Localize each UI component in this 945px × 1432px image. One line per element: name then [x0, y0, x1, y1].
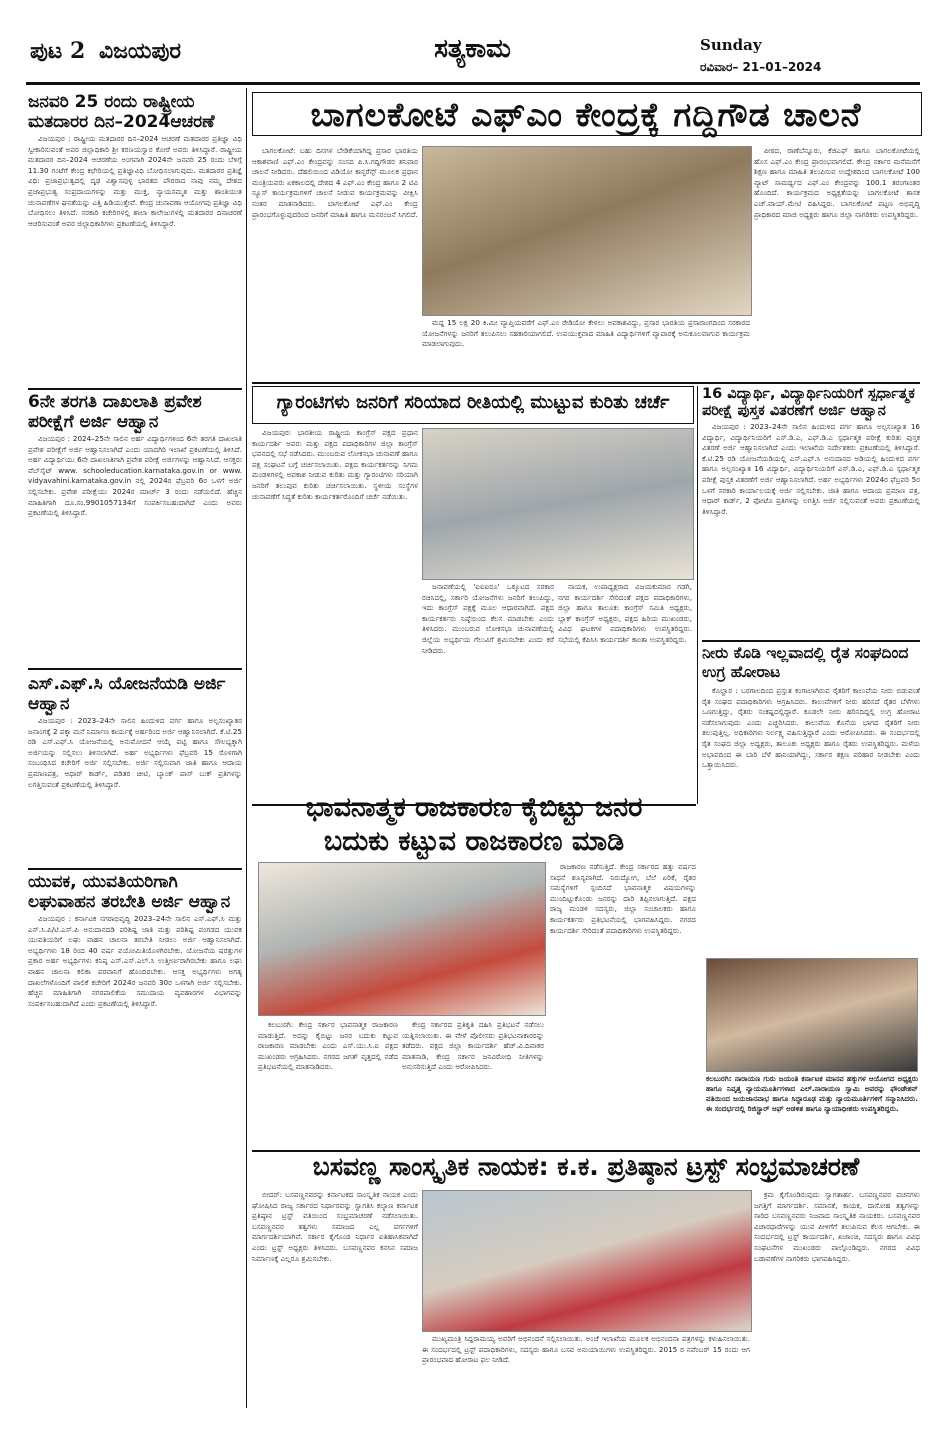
page-label: ಪುಟ 2 ವಿಜಯಪುರ [30, 38, 182, 64]
basavanna-headline: ಬಸವಣ್ಣ ಸಾಂಸ್ಕೃತಿಕ ನಾಯಕ: ಕ.ಕ. ಪ್ರತಿಷ್ಠಾನ ಟ್ರಸ್ಟ್ ಸಂಭ್ರಮಾಚರಣೆ [312, 1152, 860, 1181]
youth-training-body: ವಿಜಯಪುರ : ಕರ್ನಾಟಕ ನಗರಾಭಿವೃದ್ಧಿ 2023–24ನೇ ಸಾಲಿನ ಎಸ್.ಎಫ್.ಸಿ ಮತ್ತು ಎಸ್.ಸಿ.ಪಿ/ಟಿ.ಎಸ್.ಪಿ ಅನುದಾನದಡಿ ಪರಿಶಿಷ್ಟ ಜಾತಿ ಮತ್ತು ಪರಿಶಿಷ್ಟ ಪಂಗಡದ ಯುವಕ ಯುವತಿಯರಿಗೆ ಲಘು ವಾಹನ ಚಾಲನಾ ತರಬೇತಿ ನೀಡಲು ಅರ್ಜಿ ಆಹ್ವಾನಿಸಲಾಗಿದೆ. ಅಭ್ಯರ್ಥಿಗಳು 18 ರಿಂದ 40 ವರ್ಷ ವಯೋಮಿತಿಯೊಳಗಿರಬೇಕು. ಯೋಜನೆಯ ಷರತ್ತುಗಳ ಪ್ರಕಾರ ಅರ್ಹ ಅಭ್ಯರ್ಥಿಗಳು ಕನಿಷ್ಠ ಎಸ್.ಎಸ್.ಎಲ್.ಸಿ ಉತ್ತೀರ್ಣರಾಗಿರಬೇಕು ಹಾಗೂ ಲಘು ವಾಹನ ಚಾಲನಾ ಕಲಿಕಾ ಪರವಾನಿಗೆ ಹೊಂದಿರಬೇಕು. ಆಸಕ್ತ ಅಭ್ಯರ್ಥಿಗಳು ಅಗತ್ಯ ದಾಖಲೆಗಳೊಂದಿಗೆ ಪಾಲಿಕೆ ಕಚೇರಿಗೆ 2024ರ ಜನವರಿ 30ರ ಒಳಗಾಗಿ ಅರ್ಜಿ ಸಲ್ಲಿಸಬೇಕು. ಹೆಚ್ಚಿನ ಮಾಹಿತಿಗಾಗಿ ನಗರಪಾಲಿಕೆಯ ಸಮುದಾಯ ವ್ಯವಹಾರಗಳ ವಿಭಾಗವನ್ನು ಸಂಪರ್ಕಿಸಬಹುದಾಗಿದೆ ಎಂದು ಪ್ರಕಟಣೆಯಲ್ಲಿ ತಿಳಿಸಿದ್ದಾರೆ. [28, 914, 242, 1008]
guarantee-body-left: ವಿಜಯಪುರ: ಭಾರತೀಯ ರಾಷ್ಟ್ರೀಯ ಕಾಂಗ್ರೆಸ್ ಪಕ್ಷದ ಪ್ರಧಾನ ಕಾರ್ಯದರ್ಶಿ ಅವರು ಮತ್ತು ಪಕ್ಷದ ಪದಾಧಿಕಾರಿಗಳ ಜಿಲ್ಲಾ ಕಾಂಗ್ರೆಸ್ ಭವನದಲ್ಲಿ ಸಭೆ ನಡೆಸಿದರು. ಮುಂಬರುವ ಲೋಕಸಭಾ ಚುನಾವಣೆ ಹಾಗೂ ಪಕ್ಷ ಸಂಘಟನೆ ಬಗ್ಗೆ ಚರ್ಚಿಸಲಾಯಿತು. ಪಕ್ಷದ ಕಾರ್ಯಕರ್ತರನ್ನು ನಿಗಮ ಮಂಡಳಿಗಳಲ್ಲಿ ಅವಕಾಶ ನೀಡುವ ಕುರಿತು ಮತ್ತು ಗ್ಯಾರಂಟಿಗಳು ಸರಿಯಾಗಿ ಜನರಿಗೆ ತಲುಪುವ ಕುರಿತು ಚರ್ಚಿಸಲಾಯಿತು. ಸ್ಥಳೀಯ ಸಂಸ್ಥೆಗಳ ಚುನಾವಣೆಗೆ ಸಿದ್ಧತೆ ಕುರಿತು ಕಾರ್ಯಕರ್ತರೊಂದಿಗೆ ಚರ್ಚೆ ನಡೆಯಿತು. [252, 428, 418, 501]
youth-training-headline: ಯುವಕ, ಯುವತಿಯರಿಗಾಗಿ ಲಘುವಾಹನ ತರಬೇತಿ ಅರ್ಜಿ ಆಹ್ವಾನ [28, 872, 231, 913]
basavanna-body-mid: ಮುಖ್ಯಮಂತ್ರಿ ಸಿದ್ದರಾಮಯ್ಯ ಅವರಿಗೆ ಅಭಿನಂದನೆ ಸಲ್ಲಿಸಲಾಯಿತು. ಅಂಚೆ ಇಲಾಖೆಯ ಮೂಲಕ ಅಭಿನಂದನಾ ಪತ್ರಗಳನ್ನು ಕಳುಹಿಸಲಾಯಿತು. ಈ ಸಂದರ್ಭದಲ್ಲಿ ಟ್ರಸ್ಟ್ ಪದಾಧಿಕಾರಿಗಳು, ಸದಸ್ಯರು ಹಾಗೂ ಬಸವ ಅನುಯಾಯಿಗಳು ಉಪಸ್ಥಿತರಿದ್ದರು. 2015 ರ ನವೆಂಬರ್ 15 ರಂದು ಆಗ ಪ್ರಾರಂಭವಾದ ಹೋರಾಟ ಫಲ ನೀಡಿದೆ. [422, 1334, 750, 1365]
fm-body-left: ಬಾಗಲಕೋಟೆ: ಬಹು ದಿನಗಳ ಬೇಡಿಕೆಯಾಗಿದ್ದ ಪ್ರಸಾರ ಭಾರತಿಯ ಆಕಾಶವಾಣಿ ಎಫ್.ಎಂ ಕೇಂದ್ರವನ್ನು ಸಂಸದ ಪಿ.ಸಿ.ಗದ್ದಿಗೌಡರ ಶನಿವಾರ ಚಾಲನೆ ನೀಡಿದರು. ದೆಹಲಿಯಿಂದ ವಿಡಿಯೋ ಕಾನ್ಫರೆನ್ಸ್ ಮೂಲಕ ಪ್ರಧಾನ ಮಂತ್ರಿಯವರು ಏಕಕಾಲದಲ್ಲಿ ದೇಶದ 4 ಎಫ್.ಎಂ ಕೇಂದ್ರ ಹಾಗೂ 2 ಟಿವಿ ನ್ಯೂಸ್ ಕಾರ್ಯಕ್ರಮಗಳಿಗೆ ಚಾಲನೆ ನೀಡುವ ಕಾರ್ಯಕ್ರಮವನ್ನು ವೀಕ್ಷಿಸಿ ನಂತರ ಮಾತನಾಡಿದರು. ಬಾಗಲಕೋಟೆ ಎಫ್.ಎಂ ಕೇಂದ್ರ ಪ್ರಾರಂಭಗೊಳ್ಳುವುದರಿಂದ ಜನರಿಗೆ ಮಾಹಿತಿ ಹಾಗೂ ಮನರಂಜನೆ ಸಿಗಲಿದೆ. [252, 146, 418, 219]
scsp-headline: ಎಸ್.ಎಫ್.ಸಿ ಯೋಜನೆಯಡಿ ಅರ್ಜಿ ಆಹ್ವಾನ [28, 674, 226, 715]
column-divider [246, 88, 247, 1408]
day-english: Sunday [700, 36, 762, 54]
farmers-body: ಕೊಲ್ಹಾರ : ಬರಗಾಲದಿಂದ ಪ್ರಸ್ತುತ ಕಂಗಾಲಾಗಿರುವ ರೈತರಿಗೆ ಕಾಲುವೆಯ ನೀರು ಬಿಡುವಂತೆ ರೈತ ಸಂಘದ ಪದಾಧಿಕಾರಿಗಳು ಆಗ್ರಹಿಸಿದರು. ಕಾಲುವೆಗಳಿಗೆ ನೀರು ಹರಿಸದೆ ರೈತರ ಬೆಳೆಗಳು ಒಣಗುತ್ತಿದ್ದು, ರೈತರು ಸಂಕಷ್ಟದಲ್ಲಿದ್ದಾರೆ. ಕೂಡಲೇ ನೀರು ಹರಿಸದಿದ್ದಲ್ಲಿ ಉಗ್ರ ಹೋರಾಟ ನಡೆಸಲಾಗುವುದು ಎಂದು ಎಚ್ಚರಿಸಿದರು. ಕಾಲುವೆಯ ಕೊನೆಯ ಭಾಗದ ರೈತರಿಗೆ ನೀರು ತಲುಪುತ್ತಿಲ್ಲ. ಅಧಿಕಾರಿಗಳು ನಿರ್ಲಕ್ಷ್ಯ ವಹಿಸುತ್ತಿದ್ದಾರೆ ಎಂದು ಆರೋಪಿಸಿದರು. ಈ ಸಂದರ್ಭದಲ್ಲಿ ರೈತ ಸಂಘದ ಜಿಲ್ಲಾ ಅಧ್ಯಕ್ಷರು, ತಾಲೂಕು ಅಧ್ಯಕ್ಷರು ಹಾಗೂ ರೈತರು ಉಪಸ್ಥಿತರಿದ್ದರು. ಮಳೆಯ ಅಭಾವದಿಂದ ಈ ಬಾರಿ ಬೆಳೆ ಹಾನಿಯಾಗಿದ್ದು, ಸರ್ಕಾರ ತಕ್ಷಣ ಪರಿಹಾರ ನೀಡಬೇಕು ಎಂದು ಒತ್ತಾಯಿಸಿದರು. [702, 686, 920, 770]
basavanna-body-left: ಬೀದರ್: ಬಸವಣ್ಣನವರನ್ನು ಕರ್ನಾಟಕದ ಸಾಂಸ್ಕೃತಿಕ ನಾಯಕ ಎಂದು ಘೋಷಿಸಿದ ರಾಜ್ಯ ಸರ್ಕಾರದ ನಿರ್ಧಾರವನ್ನು ಸ್ವಾಗತಿಸಿ ಕಲ್ಯಾಣ ಕರ್ನಾಟಕ ಪ್ರತಿಷ್ಠಾನ ಟ್ರಸ್ಟ್ ವತಿಯಿಂದ ಸಂಭ್ರಮಾಚರಣೆ ನಡೆಸಲಾಯಿತು. ಬಸವಣ್ಣನವರ ತತ್ವಗಳು ಸಮಾಜದ ಎಲ್ಲ ವರ್ಗಗಳಿಗೆ ಮಾರ್ಗದರ್ಶಿಯಾಗಿವೆ. ಸರ್ಕಾರ ಕೈಗೊಂಡ ನಿರ್ಧಾರ ಐತಿಹಾಸಿಕವಾಗಿದೆ ಎಂದು ಟ್ರಸ್ಟ್ ಅಧ್ಯಕ್ಷರು ತಿಳಿಸಿದರು. ಬಸವಣ್ಣನವರ ಕನಸಿನ ಸಮಾಜ ನಿರ್ಮಾಣಕ್ಕೆ ಎಲ್ಲರೂ ಶ್ರಮಿಸಬೇಕು. [252, 1190, 418, 1263]
fm-headline: ಬಾಗಲಕೋಟೆ ಎಫ್ಎಂ ಕೇಂದ್ರಕ್ಕೆ ಗದ್ದಿಗೌಡ ಚಾಲನೆ [310, 95, 862, 134]
divider [252, 382, 920, 384]
farmers-headline: ನೀರು ಕೊಡಿ ಇಲ್ಲವಾದಲ್ಲಿ ರೈತ ಸಂಘದಿಂದ ಉಗ್ರ ಹೋರಾಟ [702, 644, 909, 681]
basavanna-event-photo [422, 1190, 752, 1332]
guarantee-headline: ಗ್ಯಾರಂಟಿಗಳು ಜನರಿಗೆ ಸರಿಯಾದ ರೀತಿಯಲ್ಲಿ ಮುಟ್ಟುವ ಕುರಿತು ಚರ್ಚೆ [276, 392, 670, 413]
scsp-body: ವಿಜಯಪುರ : 2023–24ನೇ ಸಾಲಿನ ಹಿಂದುಳಿದ ವರ್ಗ ಹಾಗೂ ಅಲ್ಪಸಂಖ್ಯಾತರ ಜನಾಂಗಕ್ಕೆ 2 ಪಕ್ಕಾ ಮನೆ ನಿರ್ಮಾಣ ಕಾರ್ಯಕ್ಕೆ ಅರ್ಹರಿಂದ ಅರ್ಜಿ ಆಹ್ವಾನಿಸಲಾಗಿದೆ. ಕೆ.ಟಿ.25 ರಡಿ ಎಸ್.ಎಫ್.ಸಿ ಯೋಜನೆಯಲ್ಲಿ ಅನುಮೋದನೆ ಆಯ್ಕೆ ಪಟ್ಟಿ ಹಾಗೂ ಸೌಲಭ್ಯಕ್ಕಾಗಿ ಅರ್ಜಿಯನ್ನು ಸಲ್ಲಿಸಲು ತಿಳಿಸಲಾಗಿದೆ. ಅರ್ಹ ಅಭ್ಯರ್ಥಿಗಳು ಫೆಬ್ರವರಿ 15 ರೊಳಗಾಗಿ ಸಂಬಂಧಿಸಿದ ಕಚೇರಿಗೆ ಅರ್ಜಿ ಸಲ್ಲಿಸಬೇಕು. ಅರ್ಜಿ ಸಲ್ಲಿಸುವಾಗ ಜಾತಿ ಹಾಗೂ ಆದಾಯ ಪ್ರಮಾಣಪತ್ರ, ಆಧಾರ್ ಕಾರ್ಡ್, ಪಡಿತರ ಚೀಟಿ, ಬ್ಯಾಂಕ್ ಪಾಸ್ ಬುಕ್ ಪ್ರತಿಗಳನ್ನು ಲಗತ್ತಿಸುವಂತೆ ಪ್ರಕಟಣೆಯಲ್ಲಿ ತಿಳಿಸಿದ್ದಾರೆ. [28, 716, 242, 789]
politics-headline-1: ಭಾವನಾತ್ಮಕ ರಾಜಕಾರಣ ಕೈಬಿಟ್ಟು ಜನರ [305, 792, 643, 823]
divider [28, 388, 242, 390]
politics-body-right: ರಾಜಕಾರಣ ನಡೆಸುತ್ತಿದೆ. ಕೇಂದ್ರ ಸರ್ಕಾರದ ಹತ್ತು ವರ್ಷದ ಸಾಧನೆ ಶೂನ್ಯವಾಗಿದೆ. ನಿರುದ್ಯೋಗ, ಬೆಲೆ ಏರಿಕೆ, ರೈತರ ಸಮಸ್ಯೆಗಳಿಗೆ ಸ್ಪಂದಿಸದೆ ಭಾವನಾತ್ಮಕ ವಿಷಯಗಳನ್ನು ಮುಂದಿಟ್ಟುಕೊಂಡು ಜನರನ್ನು ದಾರಿ ತಪ್ಪಿಸಲಾಗುತ್ತಿದೆ. ಪಕ್ಷದ ರಾಜ್ಯ ಮಂಡಳಿ ಸದಸ್ಯರು, ಜಿಲ್ಲಾ ಸಂಚಾಲಕರು ಹಾಗೂ ಕಾರ್ಯಕರ್ತರು ಪ್ರತಿಭಟನೆಯಲ್ಲಿ ಭಾಗವಹಿಸಿದ್ದರು. ನಗರದ ಕಾರ್ಯದರ್ಶಿ ಸೇರಿದಂತೆ ಪದಾಧಿಕಾರಿಗಳು ಉಪಸ್ಥಿತರಿದ್ದರು. [550, 862, 696, 935]
divider [28, 868, 242, 870]
divider [28, 668, 242, 670]
entrance-headline: 16 ವಿದ್ಯಾರ್ಥಿ, ವಿದ್ಯಾರ್ಥಿನಿಯರಿಗೆ ಸ್ಪರ್ಧಾತ್ಮಕ ಪರೀಕ್ಷೆ ಪುಸ್ತಕ ವಿತರಣೆಗೆ ಅರ್ಜಿ ಆಹ್ವಾನ [702, 386, 915, 420]
politics-body-left: ಕಲಬುರಗಿ: ಕೇಂದ್ರ ಸರ್ಕಾರ ಭಾವನಾತ್ಮಕ ರಾಜಕಾರಣ ಮಾಡುತ್ತಿದೆ. ಅದನ್ನು ಕೈಬಿಟ್ಟು ಜನರ ಬದುಕು ಕಟ್ಟುವ ರಾಜಕಾರಣ ಮಾಡಬೇಕು ಎಂದು ಎಸ್.ಯು.ಸಿ.ಐ ಪಕ್ಷದ ಮುಖಂಡರು ಆಗ್ರಹಿಸಿದರು. ನಗರದ ಜಗತ್ ವೃತ್ತದಲ್ಲಿ ನಡೆದ ಪ್ರತಿಭಟನೆಯಲ್ಲಿ ಮಾತನಾಡಿದರು. [258, 1020, 398, 1072]
page-number: 2 [69, 38, 86, 64]
fm-body-right: ಪೀಠದ, ರಾಣೆಬೆನ್ನೂರು, ಕೆಜಿಎಫ್ ಹಾಗೂ ಬಾಗಲಕೋಟೆಯಲ್ಲಿ ಹೊಸ ಎಫ್.ಎಂ ಕೇಂದ್ರ ಪ್ರಾರಂಭವಾಗಲಿದೆ. ಕೇಂದ್ರ ಸರ್ಕಾರ ಮನೆಮನೆಗೆ ಶಿಕ್ಷಣ ಹಾಗೂ ಮಾಹಿತಿ ತಲುಪಿಸುವ ಉದ್ದೇಶದಿಂದ ಬಾಗಲಕೋಟೆ 100 ವ್ಯಾಟ್ ಸಾಮರ್ಥ್ಯದ ಎಫ್.ಎಂ ಕೇಂದ್ರವನ್ನು 100.1 ತರಂಗಾಂತರ ಹೊಂದಿದೆ. ಕಾರ್ಯಕ್ರಮದ ಅಧ್ಯಕ್ಷತೆಯನ್ನು ಬಾಗಲಕೋಟೆ ಶಾಸಕ ಎಚ್.ವಾಯ್.ಮೇಟಿ ವಹಿಸಿದ್ದರು. ಬಾಗಲಕೋಟೆ ಪಟ್ಟಣ ಅಭಿವೃದ್ಧಿ ಪ್ರಾಧಿಕಾರದ ಮಾಜಿ ಅಧ್ಯಕ್ಷರು ಹಾಗೂ ಜಿಲ್ಲಾ ನಾಗರಿಕರು ಉಪಸ್ಥಿತರಿದ್ದರು. [754, 146, 920, 219]
edition-name: ವಿಜಯಪುರ [98, 39, 182, 64]
basavanna-body-right: ಕ್ರಮ ಕೈಗೊಂಡಿರುವುದು ಸ್ವಾಗತಾರ್ಹ. ಬಸವಣ್ಣನವರ ವಚನಗಳು ಜಗತ್ತಿಗೆ ಮಾರ್ಗದರ್ಶಿ. ಸಮಾನತೆ, ಕಾಯಕ, ದಾಸೋಹ ತತ್ವಗಳನ್ನು ಸಾರಿದ ಬಸವಣ್ಣನವರು ನಿಜವಾದ ಸಾಂಸ್ಕೃತಿಕ ನಾಯಕರು. ಬಸವಣ್ಣನವರ ವಿಚಾರಧಾರೆಗಳನ್ನು ಯುವ ಪೀಳಿಗೆಗೆ ತಲುಪಿಸುವ ಕೆಲಸ ಆಗಬೇಕು. ಈ ಸಂದರ್ಭದಲ್ಲಿ ಟ್ರಸ್ಟ್ ಕಾರ್ಯದರ್ಶಿ, ಖಜಾಂಚಿ, ಸದಸ್ಯರು ಹಾಗೂ ವಿವಿಧ ಸಂಘಟನೆಗಳ ಮುಖಂಡರು ಪಾಲ್ಗೊಂಡಿದ್ದರು. ನಗರದ ವಿವಿಧ ಬಡಾವಣೆಗಳ ನಾಗರಿಕರು ಭಾಗವಹಿಸಿದ್ದರು. [754, 1190, 920, 1263]
masthead-rule [26, 82, 920, 85]
guarantee-body-mid: ಜನಾವಣೆಯಲ್ಲಿ 'ಐಐಐರೂ' ಒಕ್ಕೂಟದ ಸರಕಾರ ರಚಿಸಿದಲ್ಲಿ, ಸರ್ಕಾರಿ ಯೋಜನೆಗಳು ಜನರಿಗೆ ತಲುಪಿದ್ದು, ಇದು ಕಾಂಗ್ರೆಸ್ ಪಕ್ಷಕ್ಕೆ ಮೂಲ ಆಧಾರವಾಗಿದೆ. ಪಕ್ಷದ ಕಾರ್ಯಕರ್ತರು ನಿಷ್ಠೆಯಿಂದ ಕೆಲಸ ಮಾಡಬೇಕು ಎಂದು ತಿಳಿಸಿದರು. ಮುಂಬರುವ ಲೋಕಸಭಾ ಚುನಾವಣೆಯಲ್ಲಿ ಜಿಲ್ಲೆಯ ಅಭ್ಯರ್ಥಿಯ ಗೆಲುವಿಗೆ ಶ್ರಮಿಸಬೇಕು ಎಂದು ಕರೆ ನೀಡಿದರು. [422, 582, 554, 655]
fm-body-mid: ಮದ್ದ 15 ಲಕ್ಷ 20 ಕಿ.ಮೀ ವ್ಯಾಪ್ತಿಯವರೆಗೆ ಎಫ್.ಎಂ ರೇಡಿಯೋ ಕೇಳಲು ಅವಕಾಶವಿದ್ದು, ಪ್ರಸಾರ ಭಾರತಿಯ ಪ್ರಸಾರಾಂಗದಿಂದ ಸರಕಾರದ ಯೋಜನೆಗಳನ್ನು ಜನರಿಗೆ ತಲುಪಿಸಲು ಸಹಕಾರಿಯಾಗಲಿದೆ. ಉಪಯುಕ್ತವಾದ ಮಾಹಿತಿ ವಿದ್ಯಾರ್ಥಿಗಳಿಗೆ ವ್ಯಾಪಾರಕ್ಕೆ ಅನುಕೂಲವಾಗುವ ಕಾರ್ಯಕ್ರಮ ಮಾಡಲಾಗುವುದು. [422, 318, 750, 349]
guarantee-body-right: ನಾಯಕ, ಉಪಾಧ್ಯಕ್ಷರಾದ ವಿಜಯಕುಮಾರ ಗಡಗಿ, ನಗರ ಕಾರ್ಯದರ್ಶಿ ಸೇರಿದಂತೆ ಪಕ್ಷದ ಪದಾಧಿಕಾರಿಗಳು, ಜಿಲ್ಲಾ ಹಾಗೂ ತಾಲೂಕು ಕಾಂಗ್ರೆಸ್ ಸಮಿತಿ ಅಧ್ಯಕ್ಷರು, ಬ್ಲಾಕ್ ಕಾಂಗ್ರೆಸ್ ಅಧ್ಯಕ್ಷರು, ಪಕ್ಷದ ಹಿರಿಯ ಮುಖಂಡರು, ವಿವಿಧ ಘಟಕಗಳ ಪದಾಧಿಕಾರಿಗಳು ಉಪಸ್ಥಿತರಿದ್ದರು. ಸಭೆಯಲ್ಲಿ ಕೆಪಿಸಿಸಿ ಕಾರ್ಯದರ್ಶಿ ಕಾಂತಾ ಉಪಸ್ಥಿತರಿದ್ದರು. [558, 582, 692, 644]
guarantee-meeting-photo [422, 428, 694, 580]
voters-day-headline: ಜನವರಿ 25 ರಂದು ರಾಷ್ಟ್ರೀಯ ಮತದಾರರ ದಿನ–2024ಆಚರಣೆ [28, 92, 215, 133]
politics-body-mid: ಕೇಂದ್ರ ಸರ್ಕಾರದ ಪ್ರತಿಕೃತಿ ದಹಿಸಿ ಪ್ರತಿಭಟನೆ ನಡೆಸಲು ಯತ್ನಿಸಲಾಯಿತು. ಈ ವೇಳೆ ಪೊಲೀಸರು ಪ್ರತಿಭಟನಾಕಾರರನ್ನು ತಡೆದರು. ಪಕ್ಷದ ಜಿಲ್ಲಾ ಕಾರ್ಯದರ್ಶಿ ಹೆಚ್.ವಿ.ದಿವಾಕರ ಮಾತನಾಡಿ, ಕೇಂದ್ರ ಸರ್ಕಾರ ಜನವಿರೋಧಿ ನೀತಿಗಳನ್ನು ಅನುಸರಿಸುತ್ತಿದೆ ಎಂದು ಆರೋಪಿಸಿದರು. [402, 1020, 544, 1072]
paper-name: ಸತ್ಯಕಾಮ [434, 34, 511, 64]
column-divider [697, 386, 698, 804]
class6-body: ವಿಜಯಪುರ : 2024–25ನೇ ಸಾಲಿನ ಅರ್ಹ ವಿದ್ಯಾರ್ಥಿಗಳಿಂದ 6ನೇ ತರಗತಿ ದಾಖಲಾತಿ ಪ್ರವೇಶ ಪರೀಕ್ಷೆಗೆ ಅರ್ಜಿ ಆಹ್ವಾನಿಸಲಾಗಿದೆ ಎಂದು ಯಾದಗಿರಿ ಇಲಾಖೆ ಪ್ರಕಟಣೆಯಲ್ಲಿ ತಿಳಿಸಿದೆ. ಅರ್ಹ ವಿದ್ಯಾರ್ಥಿಯು 6ನೇ ದಾಖಲಾತಿಗಾಗಿ ಪ್ರವೇಶ ಪರೀಕ್ಷೆ ಅರ್ಜಿಗಳನ್ನು ಆಹ್ವಾನಿಸಿದೆ. ಆಸಕ್ತರು ವೆಬ್‌ಸೈಟ್ www. schooleducation.karnataka.gov.in or www. vidyavahini.karnataka.gov.in ನಲ್ಲಿ 2024ರ ಫೆಬ್ರವರಿ 6ರ ಒಳಗೆ ಅರ್ಜಿ ಸಲ್ಲಿಸಬೇಕು. ಪ್ರವೇಶ ಪರೀಕ್ಷೆಯು 2024ರ ಮಾರ್ಚ್ 3 ರಂದು ನಡೆಯಲಿದೆ. ಹೆಚ್ಚಿನ ಮಾಹಿತಿಗಾಗಿ ದೂ.ಸಂ.9901057134ಗೆ ಸಂಪರ್ಕಿಸಬಹುದಾಗಿದೆ ಎಂದು ಅವರು ಪ್ರಕಟಣೆಯಲ್ಲಿ ತಿಳಿಸಿದ್ದಾರೆ. [28, 434, 242, 518]
date-line: ರವಿವಾರ– 21–01–2024 [700, 60, 822, 74]
divider [702, 640, 920, 642]
award-caption: ಕಲಬುರಗಿ: ನಾರಾಯಣ ಗುರು ಜಯಂತಿ ಕರ್ನಾಟಕ ಮಾನವ ಹಕ್ಕುಗಳ ಆಯೋಗದ ಅಧ್ಯಕ್ಷರು ಹಾಗೂ ನಿವೃತ್ತ ನ್ಯಾಯಮೂರ್ತಿಗಳಾದ ಎಲ್.ನಾರಾಯಣ ಸ್ವಾಮಿ ಅವರನ್ನು ಫೌಂಡೇಶನ್ ವತಿಯಿಂದ ಜಯಜಾನವಾಭ ಹಾಗೂ ಸಿದ್ಧಾರೂಢ ಮತ್ತು ನ್ಯಾಯಮೂರ್ತಿಗಳಿಗೆ ಸನ್ಮಾನಿಸಿದರು. ಈ ಸಂದರ್ಭದಲ್ಲಿ ರಿಜಿಸ್ಟ್ರಾರ್ ಆಫ್ ಆಡಳಿತ ಹಾಗೂ ನ್ಯಾಯಾಧೀಶರು ಉಪಸ್ಥಿತರಿದ್ದರು. [706, 1074, 918, 1113]
protest-photo [258, 862, 546, 1016]
entrance-body: ವಿಜಯಪುರ : 2023–24ನೇ ಸಾಲಿನ ಹಿಂದುಳಿದ ವರ್ಗ ಹಾಗೂ ಅಲ್ಪಸಂಖ್ಯಾತ 16 ವಿದ್ಯಾರ್ಥಿ, ವಿದ್ಯಾರ್ಥಿನಿಯರಿಗೆ ಎಸ್.ಡಿ.ಎ, ಎಫ್.ಡಿ.ಎ ಸ್ಪರ್ಧಾತ್ಮಕ ಪರೀಕ್ಷೆ ಕುರಿತು ಪುಸ್ತಕ ವಿತರಣೆ ಅರ್ಜಿ ಆಹ್ವಾನಿಸಲಾಗಿದೆ ಎಂದು ಇಲಾಖೆಯ ನಿರ್ದೇಶಕರು ಪ್ರಕಟಣೆಯಲ್ಲಿ ತಿಳಿಸಿದ್ದಾರೆ. ಕೆ.ಟಿ.25 ರಡಿ ಯೋಜನೆಯಡಿಯಲ್ಲಿ ಎಸ್.ಎಫ್.ಸಿ ಅನುದಾನದ ಅಡಿಯಲ್ಲಿ ಹಿಂದುಳಿದ ವರ್ಗ ಹಾಗೂ ಅಲ್ಪಸಂಖ್ಯಾತ 16 ವಿದ್ಯಾರ್ಥಿ, ವಿದ್ಯಾರ್ಥಿನಿಯರಿಗೆ ಎಸ್.ಡಿ.ಎ, ಎಫ್.ಡಿ.ಎ ಸ್ಪರ್ಧಾತ್ಮಕ ಪರೀಕ್ಷೆ ಪುಸ್ತಕ ವಿತರಣೆಗೆ ಅರ್ಜಿ ಆಹ್ವಾನಿಸಲಾಗಿದೆ. ಅರ್ಹ ಅಭ್ಯರ್ಥಿಗಳು 2024ರ ಫೆಬ್ರವರಿ 5ರ ಒಳಗೆ ಸರಕಾರಿ ಕಾರ್ಯಾಲಯಕ್ಕೆ ಅರ್ಜಿ ಸಲ್ಲಿಸಬೇಕು. ಜಾತಿ ಹಾಗೂ ಆದಾಯ ಪ್ರಮಾಣ ಪತ್ರ, ಆಧಾರ್ ಕಾರ್ಡ್, 2 ಫೋಟೊ ಪ್ರತಿಗಳನ್ನು ಲಗತ್ತಿಸಿ ಅರ್ಜಿ ಸಲ್ಲಿಸುವಂತೆ ಅವರು ಪ್ರಕಟಣೆಯಲ್ಲಿ ತಿಳಿಸಿದ್ದಾರೆ. [702, 422, 920, 516]
voters-day-body: ವಿಜಯಪುರ : ರಾಷ್ಟ್ರೀಯ ಮತದಾರರ ದಿನ–2024 ಆಚರಣೆ ಮತದಾರರ ಪ್ರತಿಜ್ಞಾ ವಿಧಿ ಸ್ವೀಕಾರಿಸುವಂತೆ ಅಪರ ಜಿಲ್ಲಾಧಿಕಾರಿ ಶ್ರೀ ಕರಣಯಸ್ವಾರ ಕೋರೆ ಅವರು ತಿಳಿಸಿದ್ದಾರೆ. ರಾಷ್ಟ್ರೀಯ ಮತದಾರರ ದಿನ–2024 ಆಚರಣೆಯ ಅಂಗವಾಗಿ 2024ನೇ ಜನವರಿ 25 ರಂದು ಬೆಳಿಗ್ಗೆ 11.30 ಗಂಟೆಗೆ ಕೇಂದ್ರ ಕಛೇರಿಯಲ್ಲಿ ಪ್ರತಿಜ್ಞಾವಿಧಿ ಬೋಧಿಸಲಾಗುವುದು. ಮತದಾರರ ಪ್ರತಿಜ್ಞೆ ವಿಧಿ: ಪ್ರಜಾಪ್ರಭುತ್ವದಲ್ಲಿ ದೃಢ ವಿಶ್ವಾಸವುಳ್ಳ ಭಾರತದ ಪೌರರಾದ ನಾವು ನಮ್ಮ ದೇಶದ ಪ್ರಜಾಪ್ರಭುತ್ವ ಸಂಪ್ರದಾಯಗಳನ್ನು ಮತ್ತು ಮುಕ್ತ, ನ್ಯಾಯಸಮ್ಮತ ಮತ್ತು ಶಾಂತಿಯುತ ಚುನಾವಣೆಗಳ ಘನತೆಯನ್ನು ಎತ್ತಿ ಹಿಡಿಯುತ್ತೇವೆ. ಕೇಂದ್ರ ಚುನಾವಣಾ ಆಯೋಗವು ಪ್ರತಿಜ್ಞಾ ವಿಧಿ ಬೋಧಿಸಲು ತಿಳಿಸಿದೆ. ಸರಕಾರಿ ಕಚೇರಿಗಳಲ್ಲಿ ಶಾಲಾ ಕಾಲೇಜುಗಳಲ್ಲಿ ಮತದಾರರ ದಿನಾಚರಣೆ ಆಚರಿಸುವಂತೆ ಅಪರ ಜಿಲ್ಲಾಧಿಕಾರಿಗಳು ಪ್ರಕಟಣೆಯಲ್ಲಿ ತಿಳಿಸಿದ್ದಾರೆ. [28, 134, 242, 228]
fm-inauguration-photo [422, 146, 752, 316]
politics-headline-2: ಬದುಕು ಕಟ್ಟುವ ರಾಜಕಾರಣ ಮಾಡಿ [323, 826, 625, 857]
class6-headline: 6ನೇ ತರಗತಿ ದಾಖಲಾತಿ ಪ್ರವೇಶ ಪರೀಕ್ಷೆಗೆ ಅರ್ಜಿ ಆಹ್ವಾನ [28, 392, 202, 433]
award-photo [706, 958, 918, 1072]
